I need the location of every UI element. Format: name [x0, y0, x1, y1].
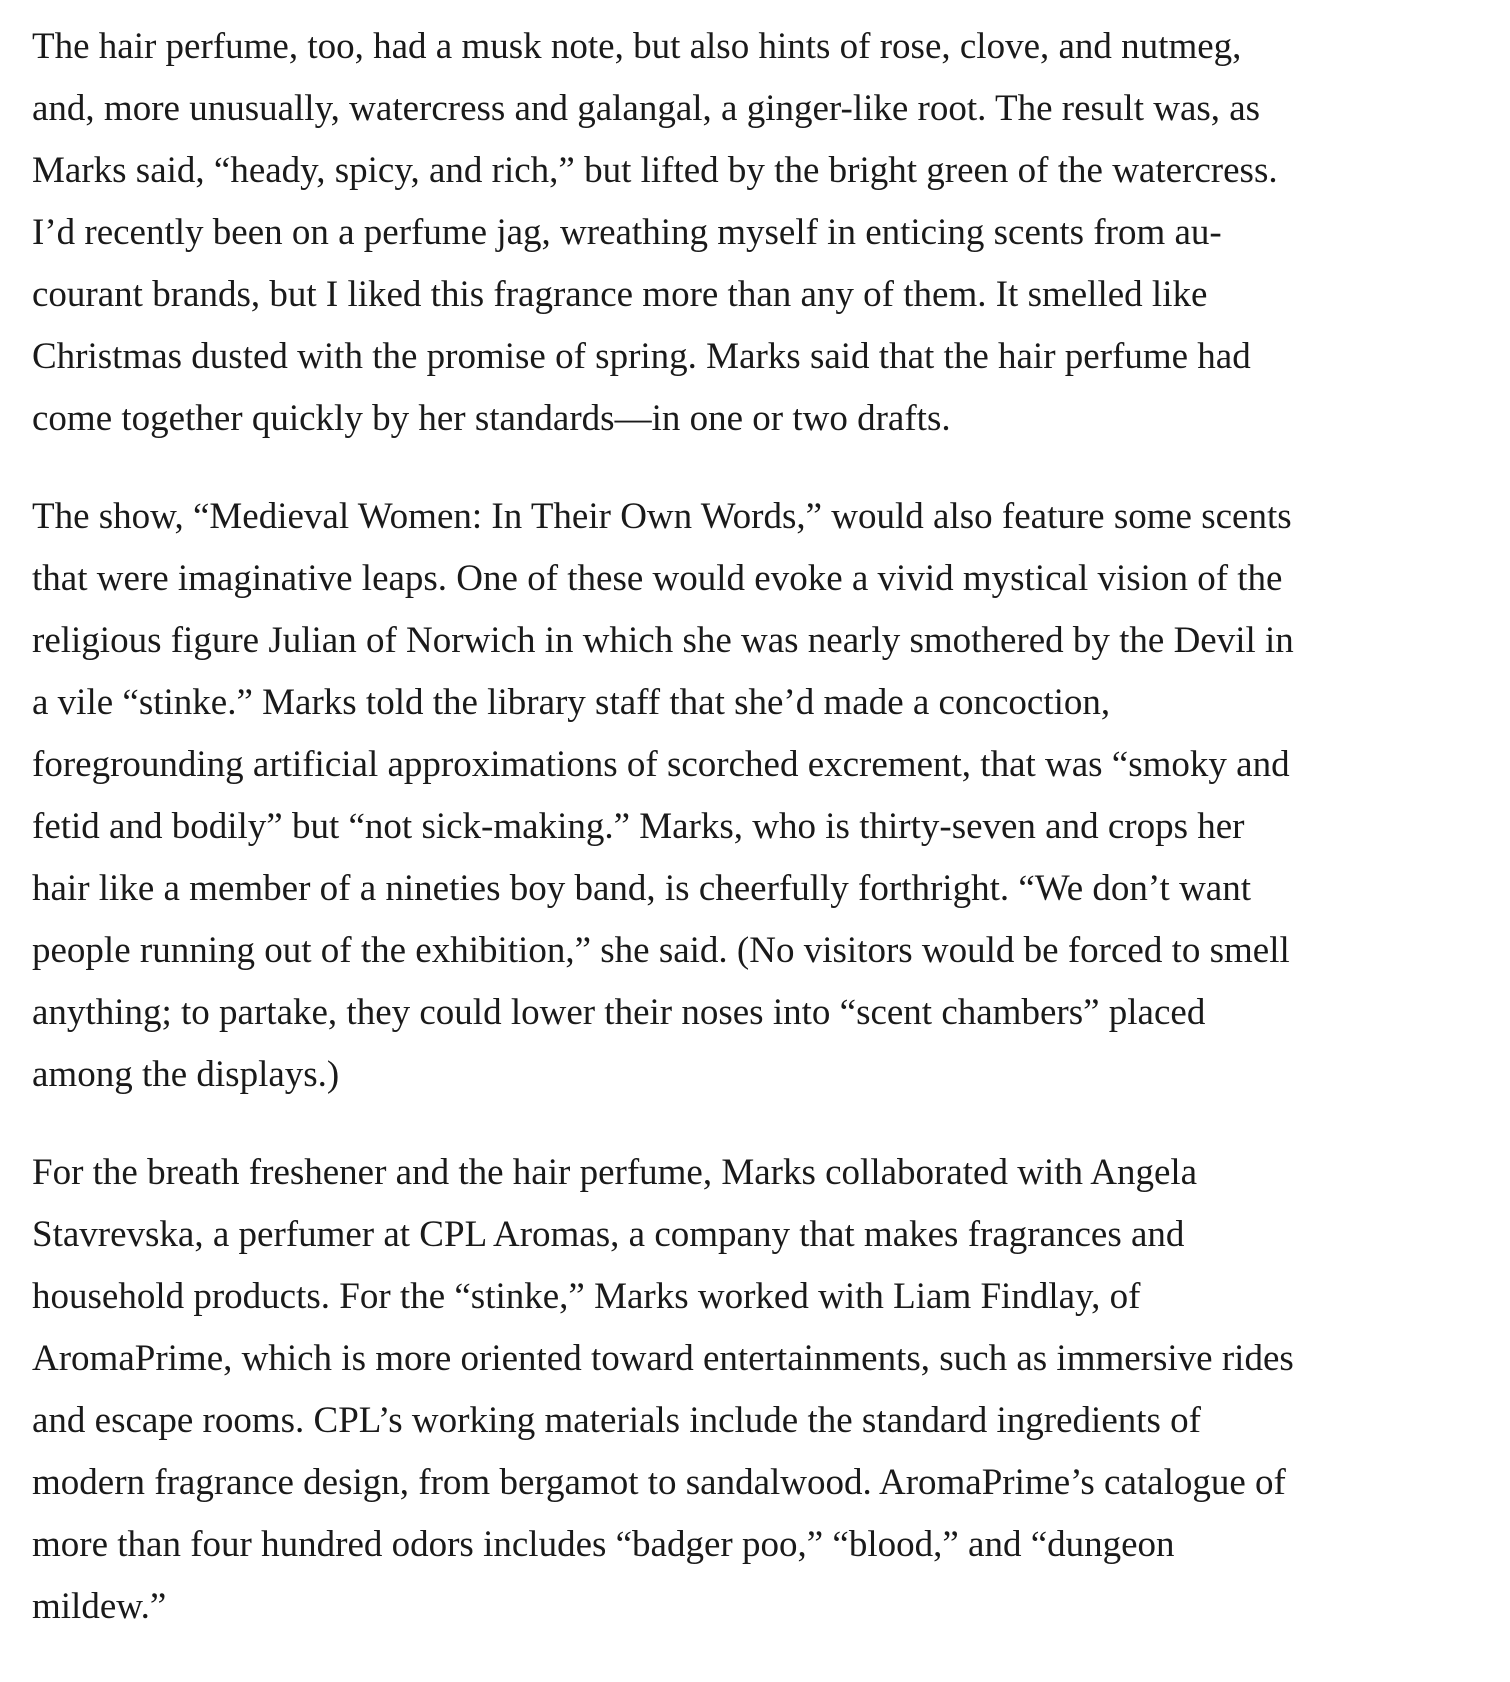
paragraph-collaborators: [32, 1142, 1478, 1638]
text-line: modern fragrance design, from bergamot to sandalwood. AromaPrime’s catalogue of: [32, 1462, 1286, 1503]
text-line: that were imaginative leaps. One of these would evoke a vivid mystical vision of the: [32, 558, 1283, 599]
text-line: The hair perfume, too, had a musk note, but also hints of rose, clove, and nutmeg,: [32, 26, 1242, 67]
text-line: and, more unusually, watercress and galangal, a ginger-like root. The result was, as: [32, 88, 1261, 129]
text-line: more than four hundred odors includes “badger poo,” “blood,” and “dungeon: [32, 1524, 1175, 1565]
text-line: Christmas dusted with the promise of spring. Marks said that the hair perfume had: [32, 336, 1251, 377]
text-line: The show, “Medieval Women: In Their Own Words,” would also feature some scents: [32, 496, 1292, 537]
text-line: and escape rooms. CPL’s working materials include the standard ingredients of: [32, 1400, 1202, 1441]
text-line: mildew.”: [32, 1586, 167, 1627]
text-line: foregrounding artificial approximations of scorched excrement, that was “smoky and: [32, 744, 1290, 785]
text-line: household products. For the “stinke,” Marks worked with Liam Findlay, of: [32, 1276, 1141, 1317]
text-line: courant brands, but I liked this fragrance more than any of them. It smelled like: [32, 274, 1208, 315]
text-line: come together quickly by her standards—in one or two drafts.: [32, 398, 951, 439]
text-line: people running out of the exhibition,” she said. (No visitors would be forced to smell: [32, 930, 1290, 971]
paragraph-hair-perfume: [32, 16, 1478, 450]
text-line: hair like a member of a nineties boy band, is cheerfully forthright. “We don’t want: [32, 868, 1252, 909]
text-line: For the breath freshener and the hair perfume, Marks collaborated with Angela: [32, 1152, 1198, 1193]
text-line: among the displays.): [32, 1054, 340, 1095]
text-line: fetid and bodily” but “not sick-making.” Marks, who is thirty-seven and crops her: [32, 806, 1245, 847]
text-line: Stavrevska, a perfumer at CPL Aromas, a company that makes fragrances and: [32, 1214, 1185, 1255]
text-line: Marks said, “heady, spicy, and rich,” but lifted by the bright green of the watercress.: [32, 150, 1278, 191]
text-line: anything; to partake, they could lower their noses into “scent chambers” placed: [32, 992, 1206, 1033]
text-line: AromaPrime, which is more oriented toward entertainments, such as immersive rides: [32, 1338, 1294, 1379]
text-line: I’d recently been on a perfume jag, wreathing myself in enticing scents from au-: [32, 212, 1222, 253]
text-line: a vile “stinke.” Marks told the library staff that she’d made a concoction,: [32, 682, 1111, 723]
text-line: religious figure Julian of Norwich in which she was nearly smothered by the Devil in: [32, 620, 1294, 661]
paragraph-exhibition-scents: [32, 486, 1478, 1106]
